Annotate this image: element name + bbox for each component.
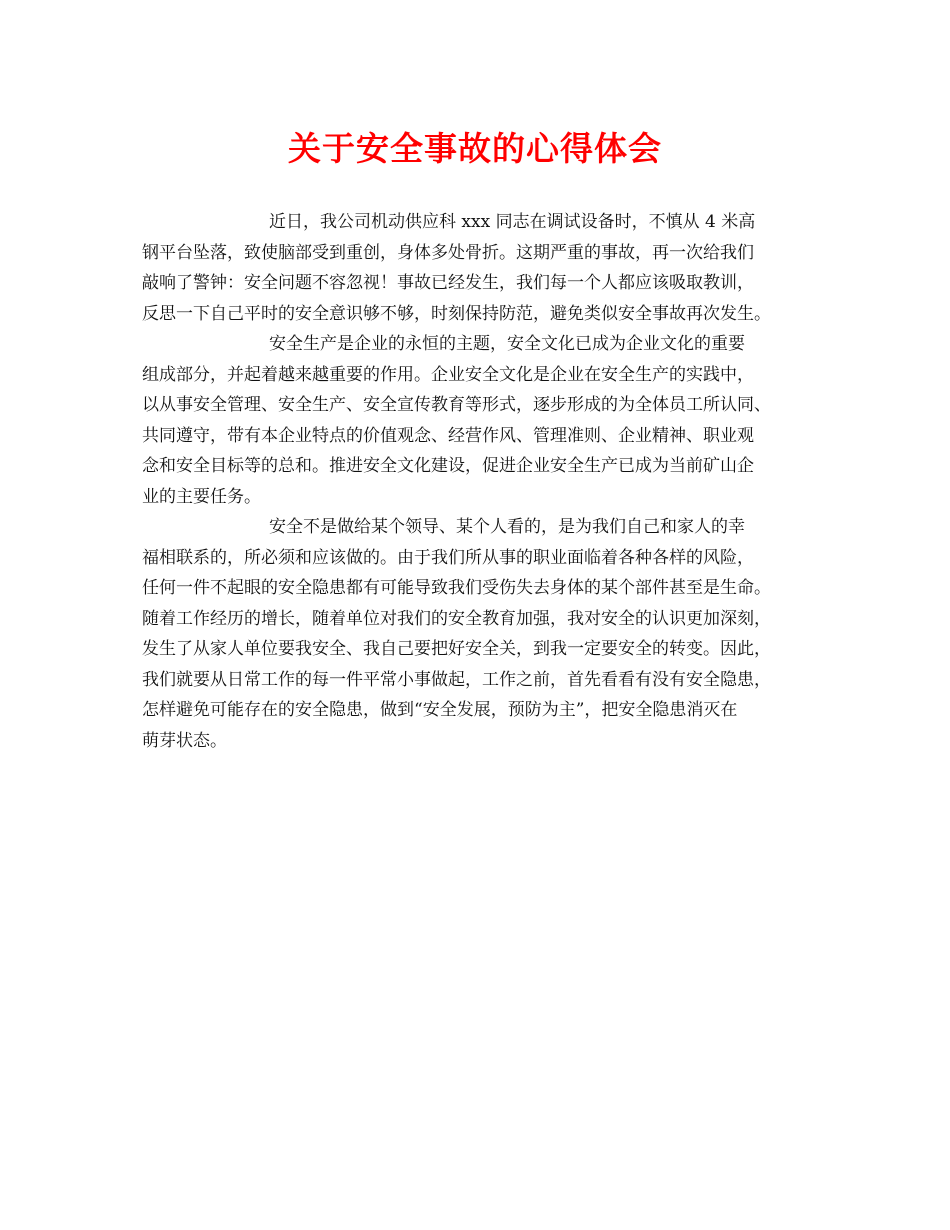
- paragraph-line: 安全不是做给某个领导、某个人看的，是为我们自己和家人的幸: [269, 517, 745, 537]
- paragraph-line: 反思一下自己平时的安全意识够不够，时刻保持防范，避免类似安全事故再次发生。: [142, 303, 771, 324]
- document-body: [142, 207, 822, 756]
- paragraph-line: 萌芽状态。: [142, 730, 227, 751]
- document-title: 关于安全事故的心得体会: [288, 129, 662, 168]
- paragraph-line: 敲响了警钟：安全问题不容忽视！事故已经发生，我们每一个人都应该吸取教训，: [142, 273, 754, 293]
- paragraph-line: 发生了从家人单位要我安全、我自己要把好安全关，到我一定要安全的转变。因此，: [142, 639, 771, 659]
- paragraph-line: 怎样避免可能存在的安全隐患，做到“安全发展，预防为主”，把安全隐患消灭在: [142, 700, 738, 720]
- paragraph-line: 组成部分，并起着越来越重要的作用。企业安全文化是企业在安全生产的实践中，: [142, 364, 754, 385]
- paragraph-line: 我们就要从日常工作的每一件平常小事做起，工作之前，首先看看有没有安全隐患，: [142, 669, 771, 690]
- paragraph-line: 以从事安全管理、安全生产、安全宣传教育等形式，逐步形成的为全体员工所认同、: [142, 395, 771, 415]
- paragraph-line: 安全生产是企业的永恒的主题，安全文化已成为企业文化的重要: [269, 334, 745, 354]
- paragraph-2: [142, 329, 822, 512]
- paragraph-1: [142, 207, 822, 329]
- paragraph-line: 共同遵守，带有本企业特点的价值观念、经营作风、管理准则、企业精神、职业观: [142, 425, 754, 446]
- paragraph-line: 近日，我公司机动供应科 xxx 同志在调试设备时，不慎从 4 米高: [269, 212, 756, 232]
- paragraph-line: 随着工作经历的增长，随着单位对我们的安全教育加强，我对安全的认识更加深刻，: [142, 608, 771, 629]
- paragraph-3: [142, 512, 822, 756]
- paragraph-line: 念和安全目标等的总和。推进安全文化建设，促进企业安全生产已成为当前矿山企: [142, 456, 754, 476]
- paragraph-line: 福相联系的，所必须和应该做的。由于我们所从事的职业面临着各种各样的风险，: [142, 547, 754, 568]
- paragraph-line: 钢平台坠落，致使脑部受到重创，身体多处骨折。这期严重的事故，再一次给我们: [142, 242, 754, 263]
- paragraph-line: 任何一件不起眼的安全隐患都有可能导致我们受伤失去身体的某个部件甚至是生命。: [142, 578, 771, 598]
- paragraph-line: 业的主要任务。: [142, 486, 261, 507]
